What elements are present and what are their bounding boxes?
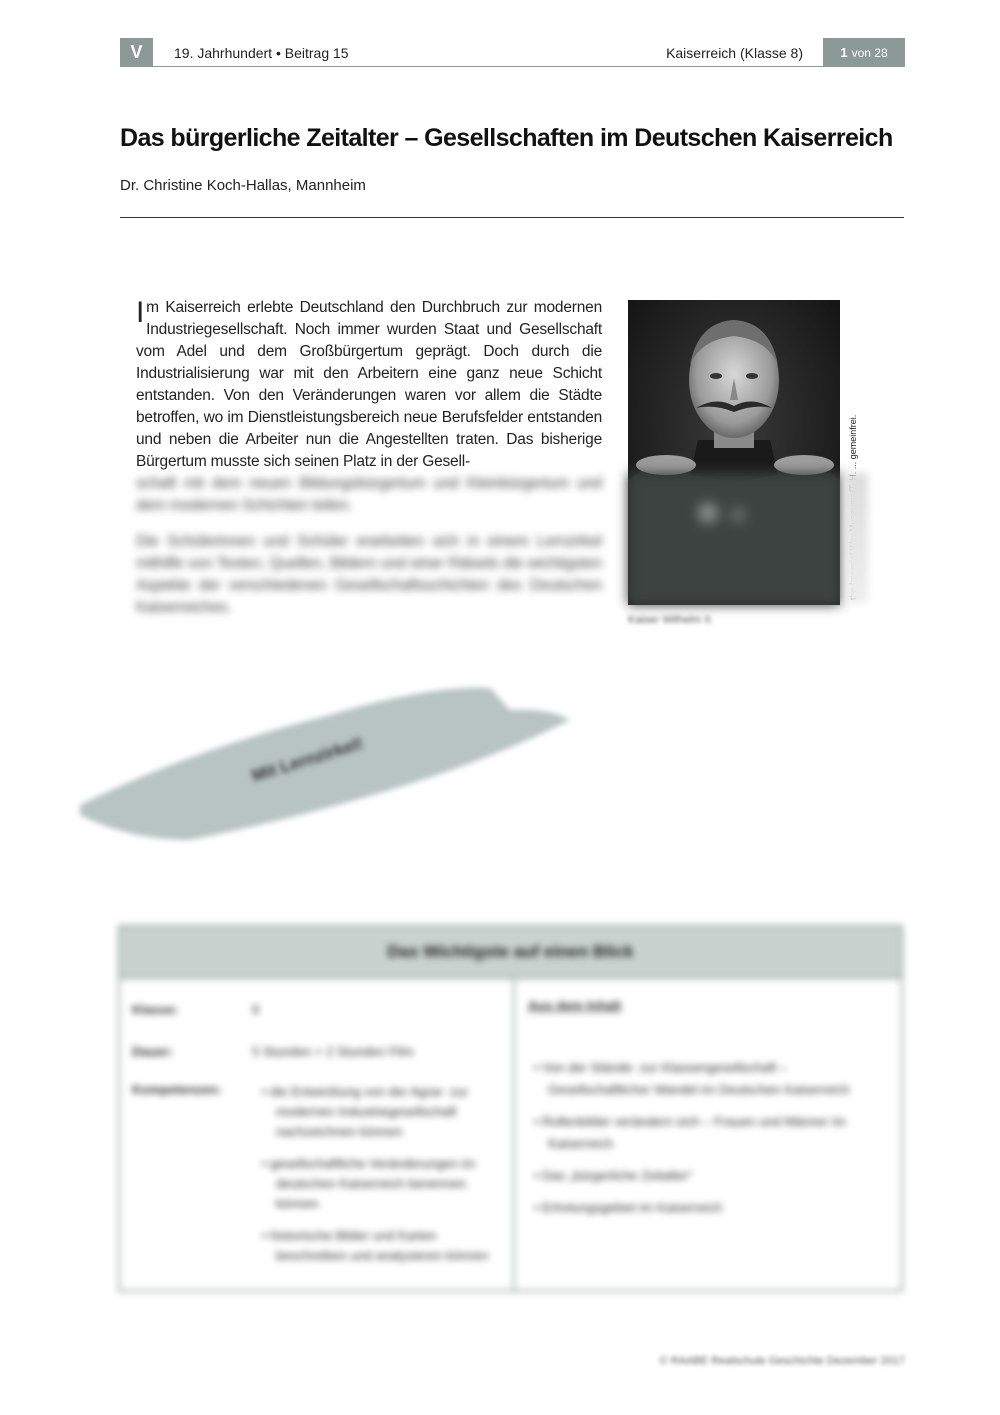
title-rule bbox=[120, 217, 904, 218]
inhalt-item: • Von der Stände- zur Klassengesellschaft – Gesellschaftlicher Wandel im Deutschen Kaiserreich bbox=[534, 1060, 850, 1097]
dauer-label: Dauer: bbox=[132, 1044, 174, 1059]
summary-box bbox=[118, 925, 903, 1292]
brush-label: Mit Lernzirkel! bbox=[249, 733, 366, 786]
page-total: von 28 bbox=[851, 45, 888, 60]
summary-heading: Das Wichtigste auf einen Blick bbox=[120, 927, 901, 979]
footer-copyright: © RAABE Realschule Geschichte Dezember 2017 bbox=[659, 1355, 905, 1367]
author-line: Dr. Christine Koch-Hallas, Mannheim bbox=[120, 177, 366, 194]
inhalt-heading: Aus dem Inhalt bbox=[528, 998, 622, 1013]
page-number: 1 bbox=[840, 45, 848, 60]
inhalt-item: • Das „bürgerliche Zeitalter“ bbox=[534, 1168, 693, 1183]
kompetenz-item: • die Entwicklung von der Agrar- zur modernen Industriegesellschaft nachzeichnen können bbox=[262, 1084, 469, 1139]
image-caption: Kaiser Wilhelm II. bbox=[628, 614, 714, 626]
intro-blurred bbox=[136, 473, 602, 633]
dauer-row bbox=[132, 1044, 414, 1059]
intro-second-paragraph: Die Schülerinnen und Schüler erarbeiten sich in einem Lernzirkel mithilfe von Texten, Quellen, Bildern und einer Rätsels die wichtigsten Aspekte der verschiedenen Gesellschaftsschichten des Deutschen Kaiserreiches. bbox=[136, 533, 602, 616]
brush-stroke bbox=[70, 680, 590, 860]
intro-text: m Kaiserreich erlebte Deutschland den Durchbruch zur modernen Industriegesellschaft. Noch immer wurden Staat und Gesellschaft vom Adel und dem Großbürgertum geprägt. Doch durch die Industrialisierung war mit den Arbeitern eine ganz neue Schicht entstanden. Von den Veränderungen waren vor allem die Städte betroffen, wo im Dienstleistungsbereich neue Berufsfelder entstanden und neben die Arbeiter nun die Angestellten traten. Das bisherige Bürgertum musste sich seinen Platz in der Gesell- bbox=[136, 299, 602, 470]
kompetenz-item: • historische Bilder und Karten beschreiben und analysieren können bbox=[262, 1228, 489, 1263]
page-indicator bbox=[823, 38, 905, 67]
dropcap: I bbox=[136, 296, 145, 329]
klasse-label: Klasse: bbox=[132, 1002, 179, 1017]
inhalt-item: • Rollenbilder verändern sich – Frauen und Männer im Kaiserreich bbox=[534, 1114, 846, 1151]
portrait-blur-overlay bbox=[628, 473, 840, 605]
klasse-row bbox=[132, 1002, 259, 1017]
intro-continuation: schaft mit dem neuen Bildungsbürgertum und Kleinbürgertum und dem modernen Schichten teilen. bbox=[136, 475, 602, 514]
series-label: 19. Jahrhundert • Beitrag 15 bbox=[174, 45, 349, 61]
header-rule bbox=[120, 66, 905, 67]
page-title: Das bürgerliche Zeitalter – Gesellschaften im Deutschen Kaiserreich bbox=[120, 124, 893, 152]
kompetenzen-label-row bbox=[132, 1082, 252, 1097]
kompetenz-item: • gesellschaftliche Veränderungen im deutschen Kaiserreich benennen können bbox=[262, 1156, 476, 1211]
inhalt-column bbox=[528, 995, 888, 1229]
inhalt-item: • Erholungsgebiet im Kaiserreich bbox=[534, 1200, 723, 1215]
kompetenzen-label: Kompetenzen: bbox=[132, 1082, 222, 1097]
topic-label: Kaiserreich (Klasse 8) bbox=[666, 45, 803, 61]
intro-paragraph bbox=[136, 297, 602, 473]
klasse-value: 8 bbox=[252, 1002, 260, 1017]
dauer-value: 5 Stunden + 2 Stunden Film bbox=[252, 1044, 414, 1059]
series-badge: V bbox=[120, 38, 153, 67]
summary-divider bbox=[513, 979, 515, 1292]
image-credit-blur bbox=[846, 473, 868, 603]
kompetenzen-list bbox=[258, 1082, 508, 1278]
